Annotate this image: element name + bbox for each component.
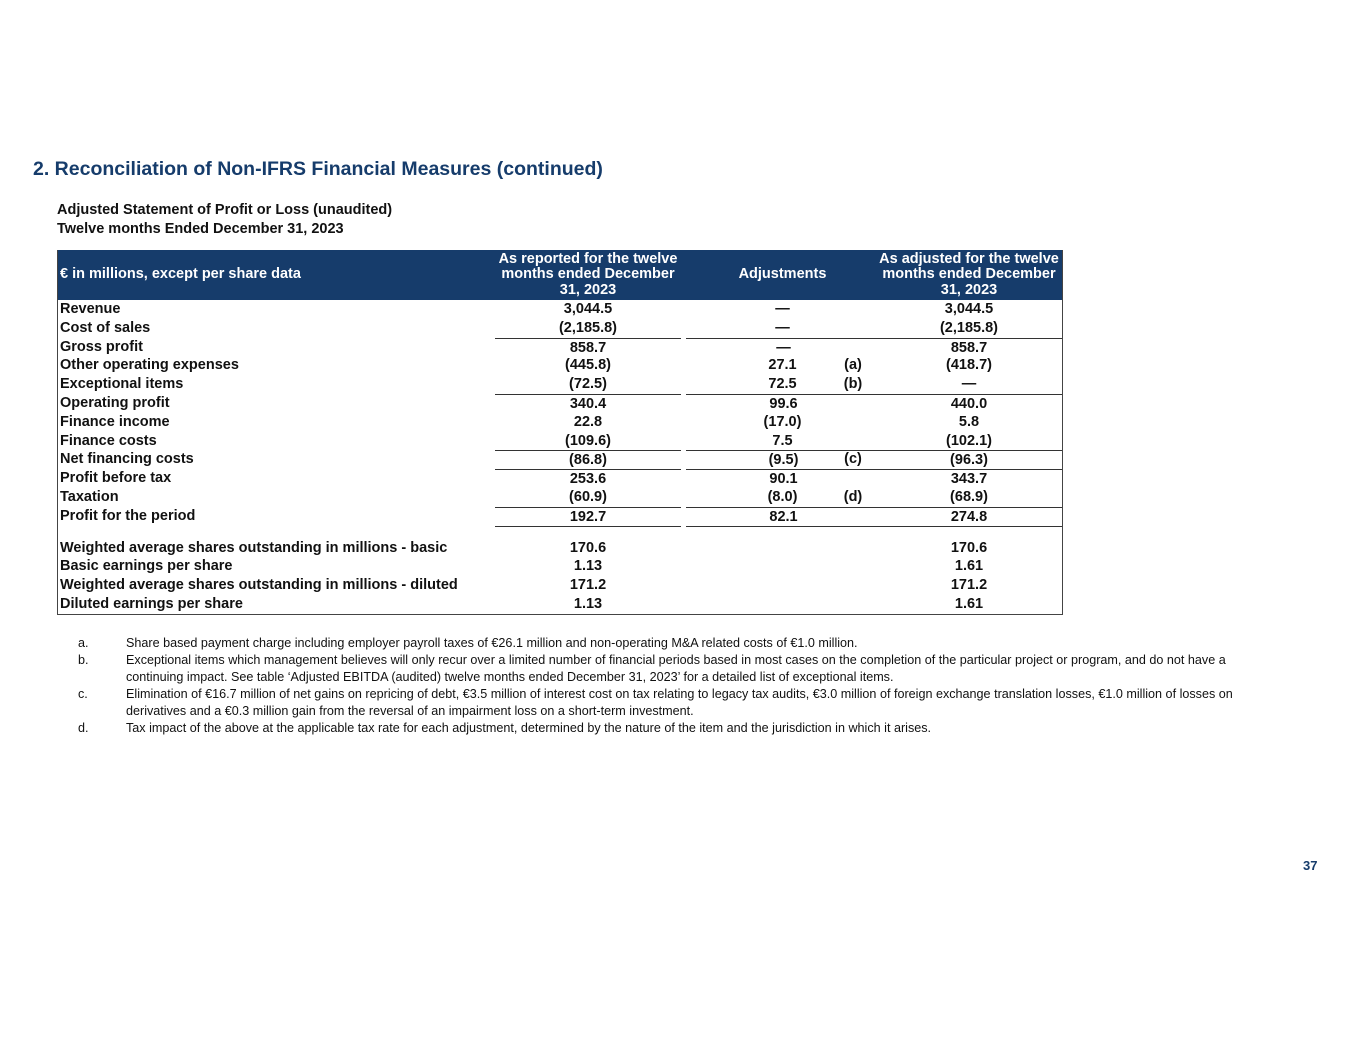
adjustment-value: 27.1: [768, 357, 797, 374]
adjustment-note-ref: [834, 394, 872, 413]
footnote: [78, 686, 1258, 720]
adjustment-note-ref: [834, 300, 872, 319]
row-label: Revenue: [60, 301, 121, 317]
adjustment-note-ref: [834, 469, 872, 488]
row-label: Taxation: [60, 488, 119, 505]
row-label: Weighted average shares outstanding in millions - diluted: [60, 577, 458, 594]
adjusted-value: 1.61: [954, 595, 984, 612]
reported-value: 340.4: [495, 394, 681, 413]
table-row: [58, 394, 1062, 413]
row-label: Finance costs: [60, 432, 157, 449]
reported-value: (60.9): [569, 488, 607, 505]
adjustment-note-ref: [834, 507, 872, 526]
reported-value: (72.5): [569, 376, 607, 393]
table-row: [58, 356, 1062, 375]
adjusted-value: —: [961, 376, 977, 393]
adjusted-value: 3,044.5: [944, 301, 994, 317]
table-row: [58, 375, 1062, 394]
reported-value: 22.8: [573, 413, 603, 430]
share-row: [58, 557, 1062, 576]
adjusted-value: (96.3): [876, 450, 1062, 469]
share-row: [58, 539, 1062, 558]
share-row: [58, 576, 1062, 595]
table-body: [58, 300, 1062, 526]
footnote-label: b.: [78, 652, 89, 667]
footnote-label: d.: [78, 720, 89, 735]
page-title: 2. Reconciliation of Non-IFRS Financial Measures (continued): [33, 158, 603, 180]
adjusted-value: 858.7: [876, 338, 1062, 357]
table-row: [58, 413, 1062, 432]
adjusted-value: (2,185.8): [939, 319, 999, 336]
footnote-text: Elimination of €16.7 million of net gains on repricing of debt, €3.5 million of interest cost on tax relating to legacy tax audits, €3.0 million of foreign exchange translation losses, €1.0 million of losses on derivatives and a €0.3 million gain from the reversal of an impairment loss on a short-term investment.: [126, 686, 1233, 718]
table-row: [58, 338, 1062, 357]
footnote: [78, 720, 1258, 737]
row-label: Exceptional items: [60, 376, 184, 393]
reported-value: (86.8): [495, 450, 681, 469]
footnote-label: c.: [78, 686, 88, 701]
header-adjustments: Adjustments: [738, 266, 827, 283]
row-label: Finance income: [60, 413, 170, 430]
row-label: Net financing costs: [60, 451, 194, 468]
footnotes: [78, 635, 1258, 736]
footnote-text: Share based payment charge including employer payroll taxes of €26.1 million and non-operating M&A related costs of €1.0 million.: [126, 636, 858, 650]
adjustment-value: (9.5): [686, 450, 881, 469]
adjustment-value: 7.5: [772, 432, 793, 449]
table-row: [58, 432, 1062, 451]
footnote: [78, 635, 1258, 652]
adjustment-value: —: [686, 338, 881, 357]
adjusted-value: 170.6: [950, 539, 988, 556]
adjustment-value: (17.0): [763, 413, 802, 430]
reported-value: 170.6: [569, 539, 607, 556]
page-number: 37: [1303, 858, 1318, 873]
adjusted-value: 274.8: [876, 507, 1062, 526]
adjustment-value: 72.5: [768, 376, 797, 393]
header-adjusted: As adjusted for the twelve months ended December 31, 2023: [879, 250, 1059, 298]
footnote: [78, 652, 1258, 686]
row-label: Basic earnings per share: [60, 558, 233, 575]
row-label: Diluted earnings per share: [60, 595, 243, 612]
reported-value: (109.6): [565, 432, 611, 449]
adjustment-note-ref: (a): [844, 357, 862, 374]
adjustment-note-ref: (b): [843, 376, 863, 393]
table-spacer: [58, 526, 1062, 539]
table-row: [58, 507, 1062, 526]
footnote-text: Exceptional items which management believes will only recur over a limited number of financial periods based in most cases on the completion of the particular project or program, and do not have a continuing impact. See table ‘Adjusted EBITDA (audited) twelve months ended December 31, 2023’ for a detailed list of exceptional items.: [126, 652, 1226, 684]
reported-value: (445.8): [565, 357, 611, 374]
row-label: Cost of sales: [60, 319, 151, 336]
adjusted-value: 5.8: [958, 413, 980, 430]
reported-value: 1.13: [573, 595, 603, 612]
row-label: Gross profit: [60, 338, 143, 355]
reported-value: 192.7: [495, 507, 681, 526]
adjustment-note-ref: (c): [844, 451, 862, 468]
table-header: [58, 250, 1062, 300]
table-row: [58, 488, 1062, 507]
table-row: [58, 450, 1062, 469]
share-table-body: [58, 539, 1062, 614]
row-label: Weighted average shares outstanding in millions - basic: [60, 539, 448, 556]
reported-value: 858.7: [495, 338, 681, 357]
adjustment-note-ref: [834, 319, 872, 338]
adjusted-value: 440.0: [876, 394, 1062, 413]
adjustment-value: 99.6: [686, 394, 881, 413]
adjusted-value: 171.2: [950, 577, 988, 594]
adjustment-value: (8.0): [767, 488, 798, 505]
reported-value: 253.6: [495, 469, 681, 488]
adjustment-value: 82.1: [686, 507, 881, 526]
adjustment-note-ref: [834, 432, 872, 451]
adjustment-value: —: [775, 319, 790, 336]
reported-value: 1.13: [573, 558, 603, 575]
row-label: Other operating expenses: [60, 357, 239, 374]
profit-loss-table: [57, 250, 1063, 615]
reported-value: 171.2: [569, 577, 607, 594]
row-label: Operating profit: [60, 394, 170, 411]
adjustment-value: —: [775, 301, 790, 317]
adjusted-value: 343.7: [876, 469, 1062, 488]
header-reported: As reported for the twelve months ended December 31, 2023: [498, 250, 678, 298]
adjustment-note-ref: [834, 338, 872, 357]
statement-title: Adjusted Statement of Profit or Loss (unaudited): [57, 202, 393, 218]
row-label: Profit for the period: [60, 507, 196, 524]
table-row: [58, 300, 1062, 319]
reported-value: (2,185.8): [558, 319, 618, 336]
row-label: Profit before tax: [60, 470, 172, 487]
adjusted-value: (418.7): [946, 357, 992, 374]
footnote-label: a.: [78, 636, 89, 650]
adjustment-note-ref: (d): [843, 488, 863, 505]
reported-value: 3,044.5: [563, 301, 613, 317]
footnote-text: Tax impact of the above at the applicable tax rate for each adjustment, determined by the nature of the item and the jurisdiction in which it arises.: [126, 720, 932, 735]
header-label: € in millions, except per share data: [60, 266, 301, 283]
statement-period: Twelve months Ended December 31, 2023: [57, 221, 344, 237]
adjusted-value: (102.1): [946, 432, 992, 449]
adjusted-value: 1.61: [954, 558, 984, 575]
table-row: [58, 319, 1062, 338]
adjustment-value: 90.1: [686, 469, 881, 488]
adjustment-note-ref: [834, 413, 872, 432]
adjusted-value: (68.9): [950, 488, 988, 505]
share-row: [58, 595, 1062, 614]
table-row: [58, 469, 1062, 488]
